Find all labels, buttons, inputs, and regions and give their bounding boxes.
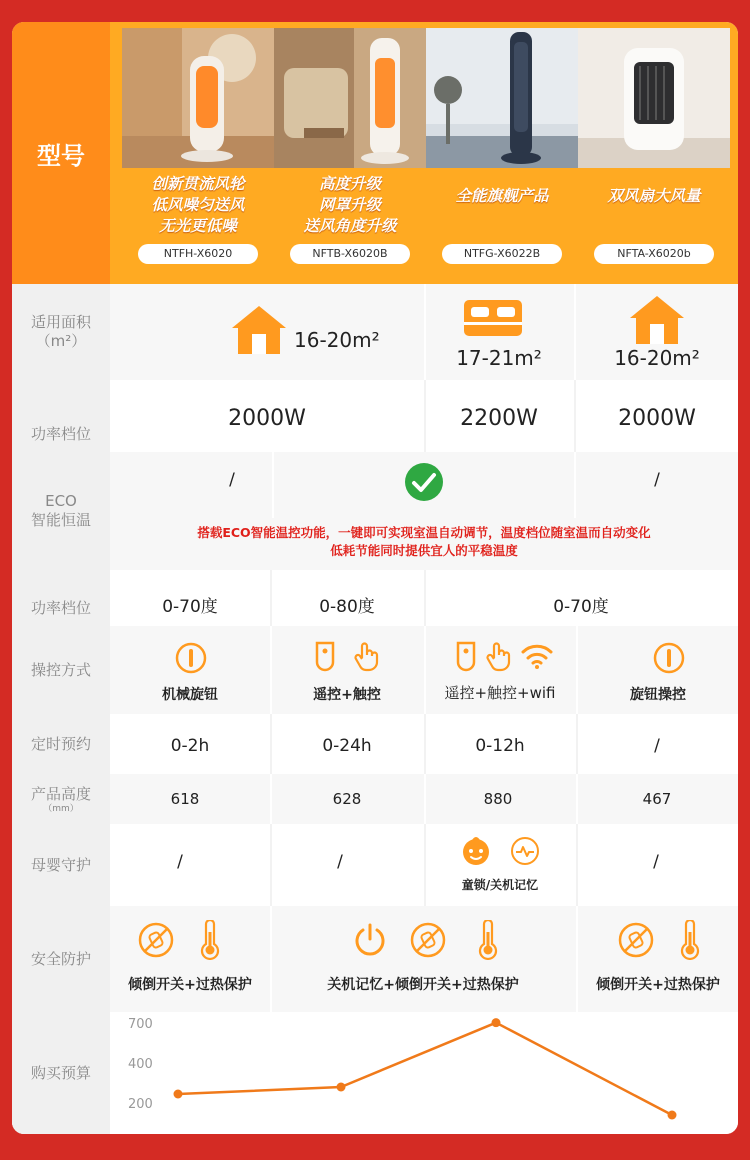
- budget-row: [12, 1012, 738, 1134]
- power-value: 2000W: [618, 406, 696, 431]
- power-value: 2000W: [228, 406, 306, 431]
- row-label: 适用面积 （m²）: [12, 284, 110, 380]
- timer-value: 0-12h: [475, 736, 525, 756]
- touch-icon: [484, 640, 514, 672]
- house-icon: [628, 294, 686, 346]
- safety-value: 倾倒开关+过热保护: [128, 977, 252, 993]
- height-value: 618: [170, 790, 200, 808]
- timer-value: 0-24h: [322, 736, 372, 756]
- thermometer-icon: [678, 920, 702, 960]
- control-value: 遥控+触控+wifi: [444, 684, 556, 702]
- baby-value: /: [653, 852, 659, 872]
- y-tick-label: 400: [128, 1057, 153, 1072]
- wifi-icon: [520, 642, 554, 670]
- product-column: [122, 22, 274, 284]
- timer-row: [12, 714, 738, 774]
- y-tick-label: 700: [128, 1017, 153, 1032]
- timer-value: 0-2h: [170, 736, 210, 756]
- tip-over-icon: [138, 922, 174, 958]
- product-slogan: 双风扇大风量: [607, 187, 701, 205]
- product-photo: [426, 28, 578, 168]
- budget-line: [178, 1023, 672, 1115]
- angle-row: [12, 570, 738, 626]
- control-value: 机械旋钮: [162, 687, 218, 703]
- product-column: [274, 22, 426, 284]
- touch-icon: [352, 640, 382, 672]
- product-slogan: 全能旗舰产品: [455, 187, 549, 205]
- budget-point: [492, 1018, 501, 1027]
- baby-value: /: [177, 852, 183, 872]
- safety-row: [12, 906, 738, 1012]
- product-slogan: 高度升级 网罩升级 送风角度升级: [303, 175, 397, 235]
- row-label: 母婴守护: [12, 824, 110, 906]
- power-value: 2200W: [460, 406, 538, 431]
- eco-value: /: [654, 470, 660, 490]
- budget-point: [174, 1090, 183, 1099]
- control-row: [12, 626, 738, 714]
- row-label: 购买预算: [12, 1012, 110, 1134]
- model-badge: NFTB-X6020B: [290, 244, 410, 264]
- budget-point: [668, 1111, 677, 1120]
- product-column: [578, 22, 730, 284]
- row-label: 功率档位: [12, 380, 110, 452]
- baby-care-row: [12, 824, 738, 906]
- row-label: ECO 智能恒温: [12, 452, 110, 570]
- header-row: [12, 22, 738, 284]
- model-badge: NTFG-X6022B: [442, 244, 562, 264]
- height-value: 880: [483, 790, 513, 808]
- row-label: 功率档位: [12, 570, 110, 626]
- area-value: 16-20m²: [294, 328, 380, 352]
- y-tick-label: 200: [128, 1097, 153, 1112]
- comparison-table: [12, 22, 738, 1134]
- baby-value: /: [337, 852, 343, 872]
- product-column: [426, 22, 578, 284]
- memory-icon: [510, 836, 540, 866]
- baby-value: 童锁/关机记忆: [461, 878, 539, 892]
- angle-value: 0-70度: [553, 597, 609, 617]
- safety-value: 关机记忆+倾倒开关+过热保护: [327, 977, 519, 993]
- control-value: 遥控+触控: [313, 687, 381, 703]
- angle-value: 0-70度: [162, 597, 218, 617]
- row-label: 操控方式: [12, 626, 110, 714]
- product-photo: [578, 28, 730, 168]
- thermometer-icon: [476, 920, 500, 960]
- baby-face-icon: [460, 836, 492, 866]
- row-label: 产品高度 （mm）: [12, 774, 110, 824]
- area-value: 16-20m²: [614, 346, 700, 370]
- power-icon: [352, 922, 388, 958]
- eco-row: [12, 452, 738, 570]
- product-photo: [274, 28, 426, 168]
- safety-value: 倾倒开关+过热保护: [596, 977, 720, 993]
- power-row: [12, 380, 738, 452]
- height-value: 628: [332, 790, 362, 808]
- product-photo: [122, 28, 274, 168]
- budget-point: [337, 1083, 346, 1092]
- height-value: 467: [642, 790, 672, 808]
- row-label: 定时预约: [12, 714, 110, 774]
- bed-icon: [462, 298, 524, 338]
- tip-over-icon: [618, 922, 654, 958]
- eco-note: 低耗节能同时提供宜人的平稳温度: [330, 543, 518, 558]
- area-value: 17-21m²: [456, 346, 542, 370]
- check-circle-icon: [404, 462, 444, 502]
- budget-chart: [110, 1012, 738, 1134]
- house-icon: [230, 304, 288, 356]
- product-slogan: 创新贯流风轮 低风噪匀送风 无光更低噪: [151, 175, 245, 235]
- eco-value: /: [229, 470, 235, 490]
- remote-icon: [314, 640, 336, 672]
- row-label: 安全防护: [12, 906, 110, 1012]
- angle-value: 0-80度: [319, 597, 375, 617]
- area-row: [12, 284, 738, 380]
- model-header-label: 型号: [12, 22, 110, 284]
- model-badge: NTFH-X6020: [138, 244, 258, 264]
- model-badge: NFTA-X6020b: [594, 244, 714, 264]
- height-row: [12, 774, 738, 824]
- knob-icon: [175, 642, 207, 674]
- control-value: 旋钮操控: [630, 687, 686, 703]
- thermometer-icon: [198, 920, 222, 960]
- tip-over-icon: [410, 922, 446, 958]
- timer-value: /: [654, 736, 660, 756]
- remote-icon: [455, 640, 477, 672]
- knob-icon: [653, 642, 685, 674]
- eco-note: 搭载ECO智能温控功能，一键即可实现室温自动调节，温度档位随室温而自动变化: [197, 525, 651, 540]
